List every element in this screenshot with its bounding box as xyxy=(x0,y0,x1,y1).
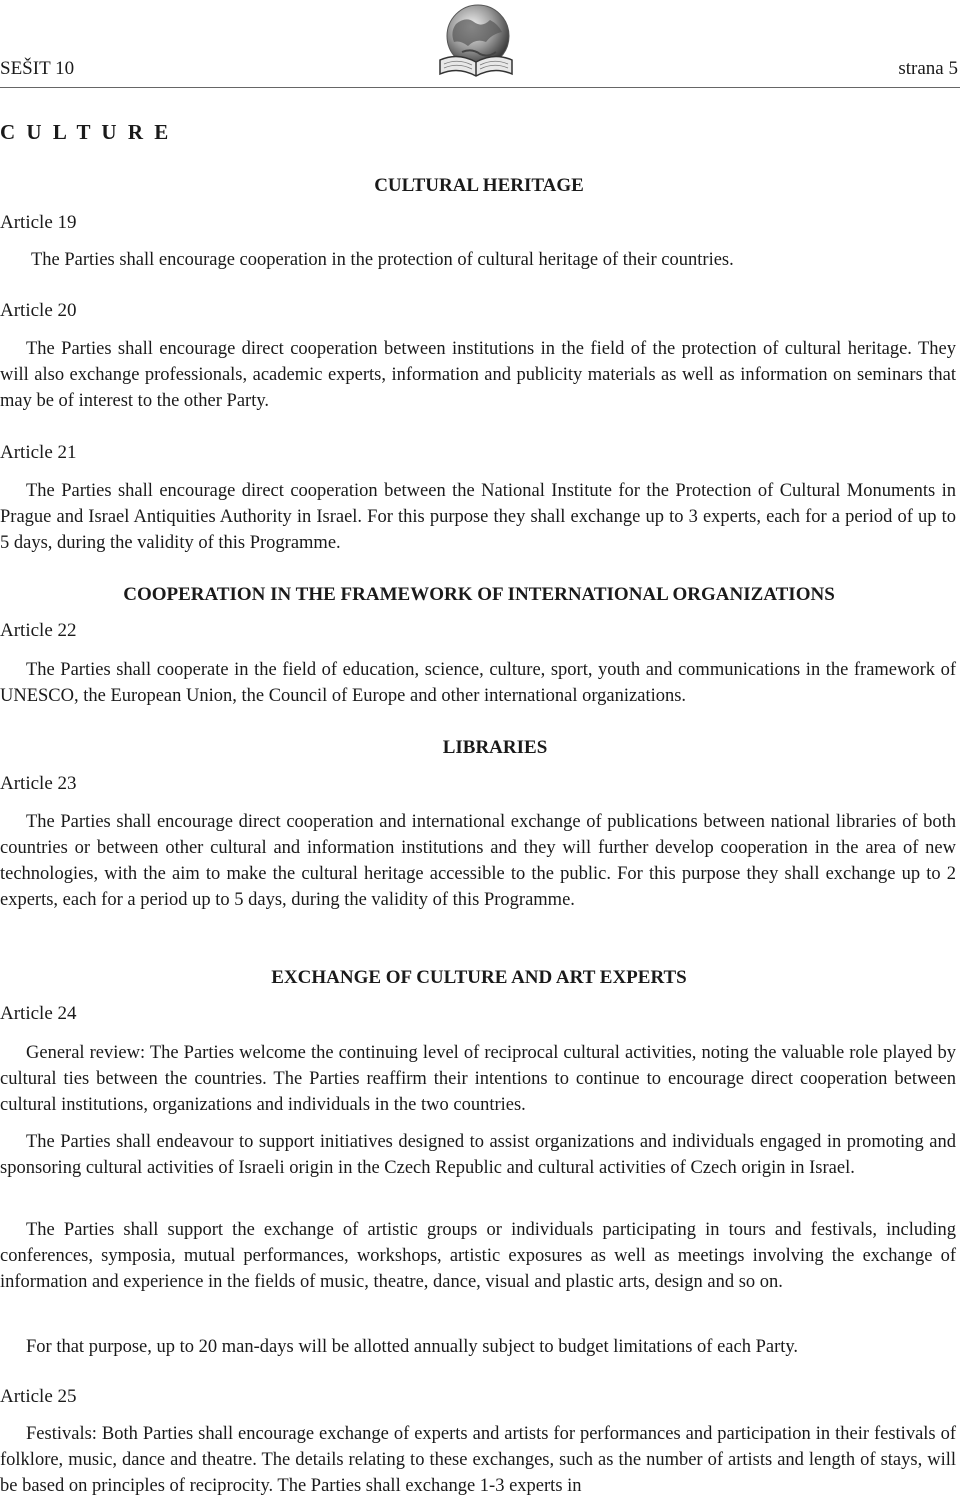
article-24-paragraph-3: The Parties shall support the exchange of artistic groups or individuals participating in tours and festivals, including conferences, symposia, mutual performances, workshops, artistic exposures as well as meetings involving the exchange of information and experience in the fields of music, theatre, dance, visual and plastic arts, design and so on. xyxy=(0,1220,956,1292)
article-22-label: Article 22 xyxy=(0,620,77,641)
article-20-text: The Parties shall encourage direct cooperation between institutions in the field of the protection of cultural heritage. They will also exchange professionals, academic experts, information and publicity materials as well as information on seminars that may be of interest to the other Party. xyxy=(0,339,956,411)
article-20-label: Article 20 xyxy=(0,300,77,321)
article-25-label: Article 25 xyxy=(0,1386,77,1407)
header-divider xyxy=(0,87,960,88)
section-title-cultural-heritage: CULTURAL HERITAGE xyxy=(374,175,584,196)
article-24-paragraph-4: For that purpose, up to 20 man-days will be allotted annually subject to budget limitations of each Party. xyxy=(26,1337,799,1357)
article-23-label: Article 23 xyxy=(0,773,77,794)
article-21-text: The Parties shall encourage direct cooperation between the National Institute for the Protection of Cultural Monuments in Prague and Israel Antiquities Authority in Israel. For this purpose they shall exchange up to 3 experts, each for a period of up to 5 days, during the validity of this Programme. xyxy=(0,481,956,553)
section-title-intl-organizations: COOPERATION IN THE FRAMEWORK OF INTERNATIONAL ORGANIZATIONS xyxy=(123,584,835,605)
section-title-libraries: LIBRARIES xyxy=(442,737,548,758)
article-23-text: The Parties shall encourage direct cooperation and international exchange of publications between national libraries of both countries or between other cultural and information institutions and they will further develop cooperation in the area of new technologies, with the aim to make the cultural heritage accessible to the public. For this purpose they shall exchange up to 2 experts, each for a period up to 5 days, during the validity of this Programme. xyxy=(0,812,956,910)
article-24-label: Article 24 xyxy=(0,1003,77,1024)
article-22-text: The Parties shall cooperate in the field of education, science, culture, sport, youth and communications in the framework of UNESCO, the European Union, the Council of Europe and other international organizations. xyxy=(0,660,956,706)
part-title: C U L T U R E xyxy=(0,120,172,144)
globe-book-icon xyxy=(432,2,518,84)
section-title-experts: EXCHANGE OF CULTURE AND ART EXPERTS xyxy=(271,967,687,988)
article-19-text: The Parties shall encourage cooperation in the protection of cultural heritage of their countries. xyxy=(31,250,734,270)
page-number: strana 5 xyxy=(898,58,958,79)
article-19-label: Article 19 xyxy=(0,212,77,233)
article-24-paragraph-1: General review: The Parties welcome the continuing level of reciprocal cultural activities, noting the valuable role played by cultural ties between the countries. The Parties reaffirm their intentions to continue to encourage direct cooperation between cultural institutions, organizations and individuals in the two countries. xyxy=(0,1043,956,1115)
issue-label: SEŠIT 10 xyxy=(0,58,75,79)
article-24-paragraph-2: The Parties shall endeavour to support initiatives designed to assist organizations and individuals engaged in promoting and sponsoring cultural activities of Israeli origin in the Czech Republic and cultural activities of Czech origin in Israel. xyxy=(0,1132,956,1178)
article-21-label: Article 21 xyxy=(0,442,77,463)
article-25-text: Festivals: Both Parties shall encourage exchange of experts and artists for performances and participation in their festivals of folklore, music, dance and theatre. The details relating to these exchanges, such as the number of artists and length of stays, will be based on principles of reciprocity. The Parties shall exchange 1-3 experts in xyxy=(0,1424,956,1496)
